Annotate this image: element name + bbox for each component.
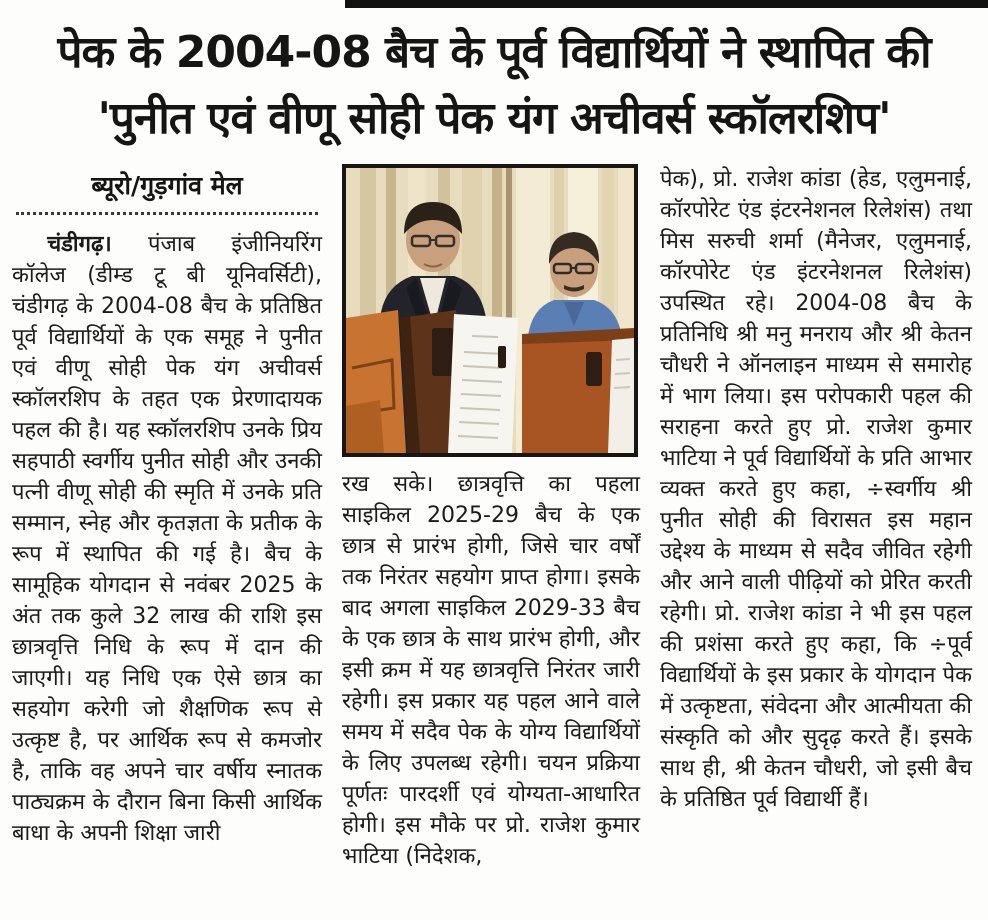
article-photo bbox=[342, 164, 638, 457]
headline bbox=[0, 0, 988, 158]
article-columns bbox=[0, 158, 988, 872]
folders-and-papers bbox=[346, 310, 634, 453]
top-rule bbox=[345, 0, 988, 8]
article-text-left: पंजाब इंजीनियरिंग कॉलेज (डीम्ड टू बी यूनिवर्सिटी), चंडीगढ़ के 2004-08 बैच के प्रतिष्ठित पूर्व विद्यार्थियों के एक समूह ने पुनीत एवं वीणू सोही पेक यंग अचीवर्स स्कॉलरशिप के तहत एक प्रेरणादायक पहल की है। यह स्कॉलरशिप उनके प्रिय सहपाठी स्वर्गीय पुनीत सोही और उनकी पत्नी वीणू सोही की स्मृति में उनके प्रति सम्मान, स्नेह और कृतज्ञता के प्रतीक के रूप में स्थापित की गई है। बैच के सामूहिक योगदान से नवंबर 2025 के अंत तक कुले 32 लाख की राशि इस छात्रवृत्ति निधि के रूप में दान की जाएगी। यह निधि एक ऐसे छात्र का सहयोग करेगी जो शैक्षणिक रूप से उत्कृष्ट है, पर आर्थिक रूप से कमजोर है, ताकि वह अपने चार वर्षीय स्नातक पाठ्यक्रम के दौरान बिना किसी आर्थिक बाधा के अपनी शिक्षा जारी bbox=[12, 232, 322, 846]
byline-dotted-rule bbox=[16, 212, 318, 215]
column-left bbox=[12, 164, 322, 849]
photo-illustration bbox=[346, 168, 634, 453]
byline: ब्यूरो/गुड़गांव मेल bbox=[91, 171, 243, 200]
column-middle bbox=[342, 164, 640, 872]
dateline: चंडीगढ़। bbox=[47, 232, 112, 257]
article-paragraph-left bbox=[12, 229, 322, 849]
article-paragraph-middle: रख सके। छात्रवृत्ति का पहला साइकिल 2025-29 बैच के एक छात्र से प्रारंभ होगी, जिसे चार वर्षों तक निरंतर सहयोग प्राप्त होगा। इसके बाद अगला साइकिल 2029-33 बैच के एक छात्र के साथ प्रारंभ होगी, और इसी क्रम में यह छात्रवृत्ति निरंतर जारी रहेगी। इस प्रकार यह पहल आने वाले समय में सदैव पेक के योग्य विद्यार्थियों के लिए उपलब्ध रहेगी। चयन प्रक्रिया पूर्णतः पारदर्शी एवं योग्यता-आधारित होगी। इस मौके पर प्रो. राजेश कुमार भाटिया (निदेशक, bbox=[342, 472, 640, 869]
column-right bbox=[660, 164, 972, 815]
headline-line-1: पेक के 2004-08 बैच के पूर्व विद्यार्थियों ने स्थापित की bbox=[57, 27, 931, 78]
article-paragraph-right: पेक), प्रो. राजेश कांडा (हेड, एलुमनाई, कॉरपोरेट एंड इंटरनेशनल रिलेशंस) तथा मिस सरुची शर्मा (मैनेजर, एलुमनाई, कॉरपोरेट एंड इंटरनेशनल रिलेशंस) उपस्थित रहे। 2004-08 बैच के प्रतिनिधि श्री मनु मनराय और श्री केतन चौधरी ने ऑनलाइन माध्यम से समारोह में भाग लिया। इस परोपकारी पहल की सराहना करते हुए प्रो. राजेश कुमार भाटिया ने पूर्व विद्यार्थियों के प्रति आभार व्यक्त करते हुए कहा, ÷स्वर्गीय श्री पुनीत सोही की विरासत इस महान उद्देश्य के माध्यम से सदैव जीवित रहेगी और आने वाली पीढ़ियों को प्रेरित करती रहेगी। प्रो. राजेश कांडा ने भी इस पहल की प्रशंसा करते हुए कहा, कि ÷पूर्व विद्यार्थियों के इस प्रकार के योगदान पेक में उत्कृष्टता, संवेदना और आत्मीयता की संस्कृति को और सुदृढ़ करते हैं। इसके साथ ही, श्री केतन चौधरी, जो इसी बैच के प्रतिष्ठित पूर्व विद्यार्थी हैं। bbox=[660, 167, 972, 812]
headline-line-2: 'पुनीत एवं वीणू सोही पेक यंग अचीवर्स स्कॉलरशिप' bbox=[97, 93, 891, 144]
